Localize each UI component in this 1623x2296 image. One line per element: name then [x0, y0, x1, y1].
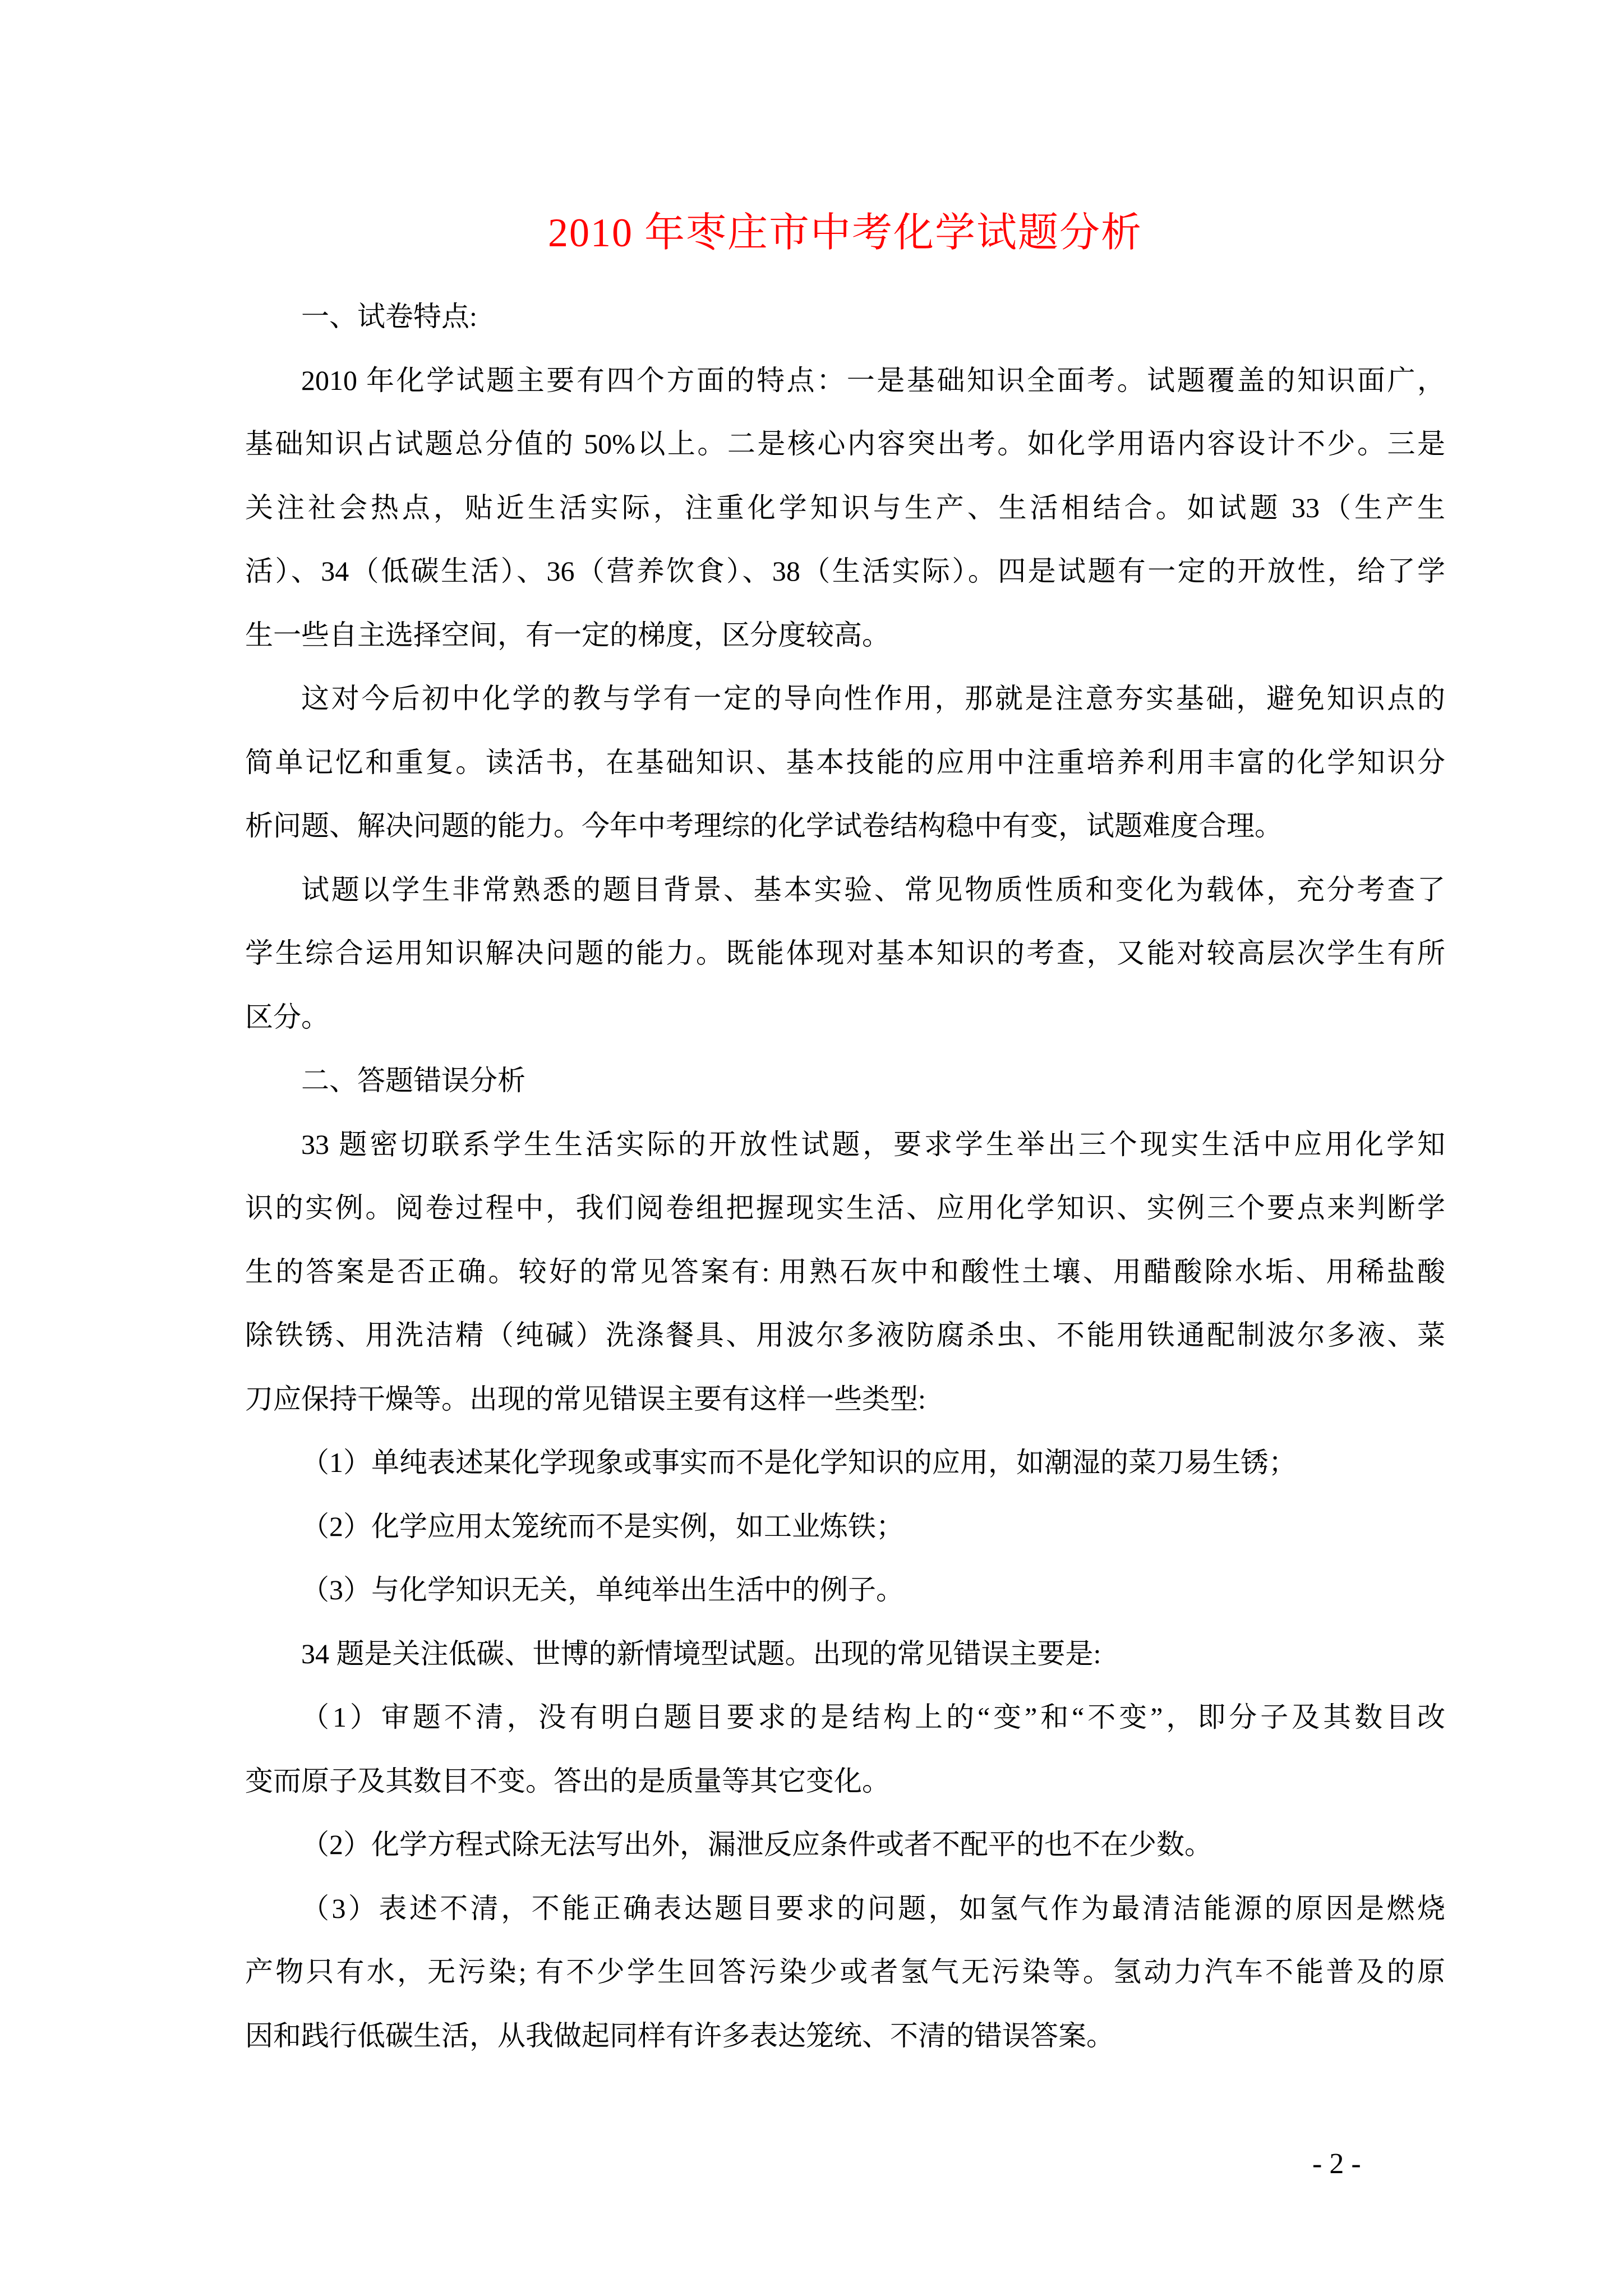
text-line: 关注社会热点，贴近生活实际，注重化学知识与生产、生活相结合。如试题 33（生产生	[245, 491, 1445, 523]
text-line: 33 题密切联系学生生活实际的开放性试题，要求学生举出三个现实生活中应用化学知	[301, 1128, 1445, 1160]
text-line: 产物只有水，无污染; 有不少学生回答污染少或者氢气无污染等。氢动力汽车不能普及的原	[245, 1956, 1445, 1987]
text-line: 生的答案是否正确。较好的常见答案有: 用熟石灰中和酸性土壤、用醋酸除水垢、用稀盐酸	[245, 1255, 1445, 1287]
text-line: 生一些自主选择空间，有一定的梯度，区分度较高。	[245, 619, 890, 651]
text-line: 学生综合运用知识解决问题的能力。既能体现对基本知识的考查，又能对较高层次学生有所	[245, 937, 1445, 969]
text-line: 34 题是关注低碳、世博的新情境型试题。出现的常见错误主要是:	[301, 1637, 1101, 1669]
text-line: （1）单纯表述某化学现象或事实而不是化学知识的应用，如潮湿的菜刀易生锈；	[301, 1447, 1297, 1478]
page-number: - 2 -	[1312, 2148, 1361, 2180]
text-line: 这对今后初中化学的教与学有一定的导向性作用，那就是注意夯实基础，避免知识点的	[301, 683, 1445, 714]
text-line: （3）与化学知识无关，单纯举出生活中的例子。	[301, 1574, 904, 1605]
text-line: 析问题、解决问题的能力。今年中考理综的化学试卷结构稳中有变，试题难度合理。	[245, 810, 1283, 841]
text-line: 变而原子及其数目不变。答出的是质量等其它变化。	[245, 1765, 890, 1797]
text-line: 2010 年化学试题主要有四个方面的特点：一是基础知识全面考。试题覆盖的知识面广，	[301, 364, 1445, 396]
text-line: （2）化学应用太笼统而不是实例，如工业炼铁；	[301, 1510, 904, 1542]
text-line: 试题以学生非常熟悉的题目背景、基本实验、常见物质性质和变化为载体，充分考查了	[301, 873, 1445, 905]
document-title: 2010 年枣庄市中考化学试题分析	[547, 210, 1142, 255]
document-body	[245, 285, 1445, 2068]
text-line: 活）、34（低碳生活）、36（营养饮食）、38（生活实际）。四是试题有一定的开放性，给了学	[245, 555, 1445, 587]
text-line: 刀应保持干燥等。出现的常见错误主要有这样一些类型:	[245, 1383, 926, 1415]
text-line: （1）审题不清，没有明白题目要求的是结构上的“变”和“不变”，即分子及其数目改	[301, 1701, 1445, 1733]
text-line: 一、试卷特点:	[301, 301, 477, 332]
text-line: 二、答题错误分析	[301, 1065, 525, 1096]
text-line: 因和践行低碳生活，从我做起同样有许多表达笼统、不清的错误答案。	[245, 2019, 1114, 2051]
text-line: 除铁锈、用洗洁精（纯碱）洗涤餐具、用波尔多液防腐杀虫、不能用铁通配制波尔多液、菜	[245, 1319, 1445, 1351]
text-line: 区分。	[245, 1001, 329, 1033]
text-line: 基础知识占试题总分值的 50%以上。二是核心内容突出考。如化学用语内容设计不少。三是	[245, 428, 1445, 459]
text-line: （2）化学方程式除无法写出外，漏泄反应条件或者不配平的也不在少数。	[301, 1829, 1212, 1860]
text-line: 简单记忆和重复。读活书，在基础知识、基本技能的应用中注重培养利用丰富的化学知识分	[245, 746, 1445, 778]
text-line: （3）表述不清，不能正确表达题目要求的问题，如氢气作为最清洁能源的原因是燃烧	[301, 1892, 1445, 1924]
text-line: 识的实例。阅卷过程中，我们阅卷组把握现实生活、应用化学知识、实例三个要点来判断学	[245, 1192, 1445, 1223]
